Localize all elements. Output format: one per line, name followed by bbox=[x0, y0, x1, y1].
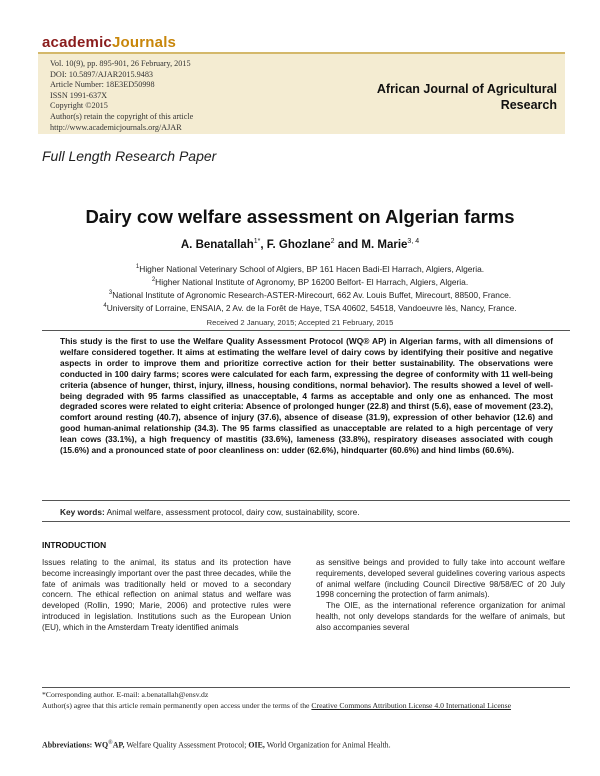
abbr-term: OIE, bbox=[248, 740, 265, 750]
meta-doi: DOI: 10.5897/AJAR2015.9483 bbox=[50, 69, 154, 79]
body-column-left bbox=[42, 558, 291, 633]
meta-rights: Author(s) retain the copyright of this article bbox=[50, 111, 194, 121]
meta-volume: Vol. 10(9), pp. 895-901, 26 February, 2015 bbox=[50, 59, 191, 68]
logo-part-1: academic bbox=[42, 34, 112, 51]
affiliation bbox=[40, 301, 580, 314]
journal-header-box bbox=[38, 52, 565, 134]
publisher-logo bbox=[42, 34, 176, 51]
affiliation-text: University of Lorraine, ENSAIA, 2 Av. de la Forêt de Haye, TSA 40602, 54518, Vandoeuvre lès, Nancy, France. bbox=[106, 302, 517, 313]
keywords-label: Key words: bbox=[60, 507, 105, 517]
affiliation-text: Higher National Veterinary School of Algiers, BP 161 Hacen Badi-El Harrach, Algiers, Algeria. bbox=[139, 263, 485, 274]
meta-issn: ISSN 1991-637X bbox=[50, 90, 108, 100]
meta-article-number: Article Number: 18E3ED50998 bbox=[50, 80, 155, 90]
body-paragraph: as sensitive beings and provided to fully take into account welfare requirements, developed several guidelines covering various aspects of animal welfare (including Council Directive 98/58/EC of 20 July 1998 concerning the protection of farm animals). bbox=[316, 558, 565, 600]
journal-name bbox=[357, 81, 557, 113]
abstract-top-rule bbox=[42, 330, 570, 331]
affiliation-number: 3 bbox=[108, 290, 113, 296]
keywords-text: Animal welfare, assessment protocol, dairy cow, sustainability, score. bbox=[104, 507, 360, 517]
paper-type: Full Length Research Paper bbox=[42, 148, 217, 164]
received-dates: Received 2 January, 2015; Accepted 21 February, 2015 bbox=[206, 318, 394, 327]
author-list bbox=[0, 238, 600, 251]
author-separator: , bbox=[260, 238, 267, 251]
registered-mark: ® bbox=[108, 740, 113, 746]
license-link[interactable]: Creative Commons Attribution License 4.0 International License bbox=[311, 700, 512, 710]
author-name: M. Marie bbox=[361, 238, 408, 251]
abbreviations bbox=[42, 740, 391, 750]
meta-copyright: Copyright ©2015 bbox=[50, 101, 108, 111]
abbreviations-label: Abbreviations: WQ bbox=[42, 740, 109, 750]
footnotes bbox=[42, 690, 570, 711]
corresponding-author: *Corresponding author. E-mail: a.benatallah@ensv.dz bbox=[42, 690, 209, 699]
author-name: A. Benatallah bbox=[180, 238, 254, 251]
article-metadata bbox=[50, 59, 310, 133]
journal-name-line-2: Research bbox=[500, 98, 557, 112]
affiliation-text: National Institute of Agronomic Research-ASTER-Mirecourt, 662 Av. Louis Buffet, Mirecourt, 88500, France. bbox=[112, 289, 512, 300]
abbr-term: AP, bbox=[112, 740, 125, 750]
affiliation-number: 4 bbox=[103, 303, 107, 309]
abbr-definition: World Organization for Animal Health. bbox=[264, 740, 391, 750]
affiliation bbox=[40, 275, 580, 288]
paper-title: Dairy cow welfare assessment on Algerian farms bbox=[85, 206, 515, 227]
body-column-right bbox=[316, 558, 565, 633]
affiliation bbox=[40, 288, 580, 301]
affiliation-number: 1 bbox=[135, 264, 140, 270]
footnote-rule bbox=[42, 687, 570, 688]
author-separator: and bbox=[334, 238, 362, 251]
keywords-rule bbox=[42, 521, 570, 522]
affiliation bbox=[40, 262, 580, 275]
affiliation-text: Higher National Institute of Agronomy, BP 16200 Belfort- El Harrach, Algiers, Algeria. bbox=[155, 276, 469, 287]
introduction-heading: INTRODUCTION bbox=[42, 540, 107, 550]
license-note bbox=[42, 701, 570, 712]
author-name: F. Ghozlane bbox=[266, 238, 331, 251]
author-affil-ref: 3, 4 bbox=[407, 238, 420, 245]
abbr-definition: Welfare Quality Assessment Protocol; bbox=[124, 740, 249, 750]
logo-part-2: Journals bbox=[111, 34, 177, 51]
affiliation-number: 2 bbox=[151, 277, 156, 283]
meta-url[interactable]: http://www.academicjournals.org/AJAR bbox=[50, 122, 182, 132]
abstract-bottom-rule bbox=[42, 500, 570, 501]
journal-name-line-1: African Journal of Agricultural bbox=[376, 82, 557, 96]
license-text: Author(s) agree that this article remain permanently open access under the terms of the bbox=[42, 700, 312, 710]
keywords bbox=[60, 507, 360, 517]
abstract: This study is the first to use the Welfare Quality Assessment Protocol (WQ® AP) in Algerian farms, with all dimensions of welfare considered together. It aims at estimating the welfare level of dairy cows by identifying their positive and negative aspects in order to improve them and prioritize corrective action for their better sustainability. The observations were conducted in 100 dairy farms; scores were calculated for each farm, expressing the degree of conformity with 11 well-being criteria (absence of hunger, thirst, injury, illness, housing conditions, normal behavior). The results showed a level of well-being degraded with 95 farms classified as unacceptable, 4 farms as acceptable and only one as enhanced. The most degraded scores were related to eight criteria: Absence of prolonged hunger (22.8) and thirst (5.6), ease of movement (23.2), comfort around resting (40.7), absence of injury (37.6), absence of disease (31.9), expression of other behavior (12.6) and good human-animal relationship (34.3). The 95 farms classified as unacceptable are related to a high percentage of very lean cows (33.1%), a high frequency of mastitis (33.6%), lameness (33.8%), respiratory diseases associated with cough (15.6%) and a pronounced state of poor cleanliness on: udder (62.6%), hindquarter (60.6%) and hind limbs (60.6%). bbox=[60, 336, 553, 456]
body-paragraph: The OIE, as the international reference organization for animal health, not only develops standards for the welfare of animals, but also accompanies several bbox=[316, 601, 565, 632]
author-affil-ref: 2 bbox=[330, 238, 335, 245]
body-paragraph: Issues relating to the animal, its status and its protection have become increasingly important over the past three decades, while the fate of animals was traditionally held or moved to a secondary concern. The ethical reflection on animal status and welfare was developed (Rollin, 1990; Marie, 2006) and protective rules were introduced in legislation. Institutions such as the European Union (EU), which in the Amsterdam Treaty identified animals bbox=[42, 558, 291, 632]
affiliations bbox=[40, 262, 580, 314]
author-affil-ref: 1* bbox=[253, 238, 261, 245]
